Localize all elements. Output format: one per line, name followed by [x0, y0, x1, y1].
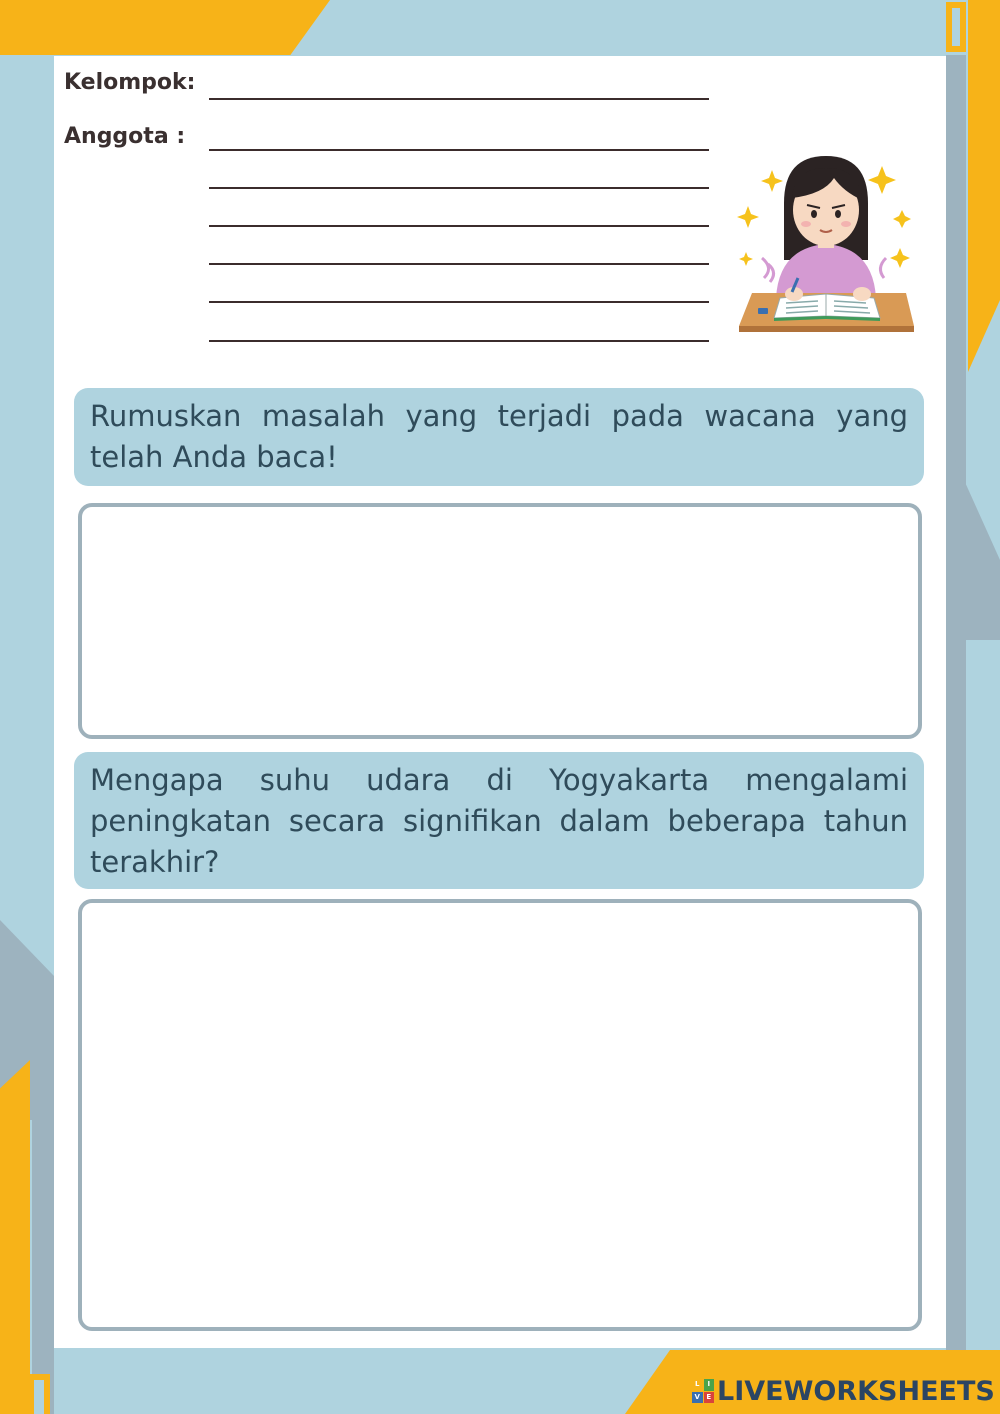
answer-box-1[interactable] [78, 503, 922, 739]
decor-top-right-bar-inner [952, 8, 960, 46]
decor-left-yellow-strip [0, 1060, 30, 1414]
member-line-5[interactable] [209, 301, 709, 303]
decor-right-grey-shape [946, 440, 1000, 640]
logo-letter: E [704, 1392, 715, 1404]
members-label: Anggota : [64, 124, 186, 149]
member-line-1[interactable] [209, 149, 709, 151]
group-label: Kelompok: [64, 70, 196, 95]
decor-left-grey-strip [32, 1000, 54, 1414]
decor-bottom-left-bar-inner [34, 1380, 44, 1414]
member-line-3[interactable] [209, 225, 709, 227]
worksheet-page [54, 56, 946, 1348]
liveworksheets-logo-icon [692, 1379, 714, 1403]
liveworksheets-brand[interactable] [692, 1373, 995, 1409]
question-1: Rumuskan masalah yang terjadi pada wacana yang telah Anda baca! [74, 388, 924, 486]
answer-box-2[interactable] [78, 899, 922, 1331]
member-line-2[interactable] [209, 187, 709, 189]
logo-letter: L [692, 1379, 703, 1391]
member-line-6[interactable] [209, 340, 709, 342]
student-studying-illustration [734, 148, 919, 338]
member-line-4[interactable] [209, 263, 709, 265]
decor-top-left-shape [0, 0, 330, 55]
group-name-line[interactable] [209, 98, 709, 100]
decor-right-grey-strip [946, 55, 966, 1350]
logo-letter: V [692, 1392, 703, 1404]
question-2: Mengapa suhu udara di Yogyakarta mengalami peningkatan secara signifikan dalam beberapa tahun terakhir? [74, 752, 924, 889]
logo-letter: I [704, 1379, 715, 1391]
brand-name: LIVEWORKSHEETS [717, 1375, 995, 1407]
